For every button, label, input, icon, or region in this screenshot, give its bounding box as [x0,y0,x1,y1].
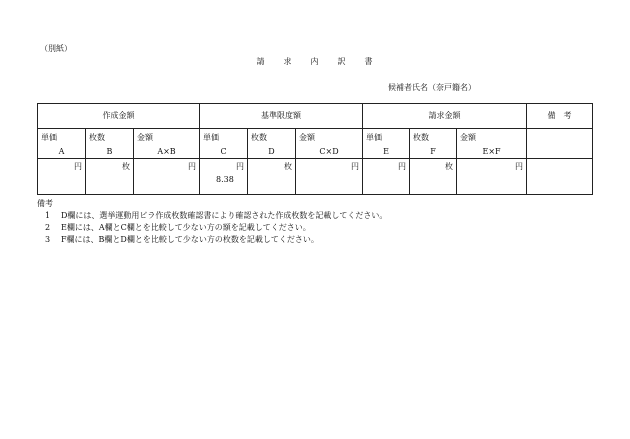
column-code: E×F [482,147,501,156]
column-label: 枚数 [89,133,105,142]
column-code: E [383,147,389,156]
value-cell-a[interactable] [38,159,86,195]
column-label: 単価 [203,133,219,142]
column-label: 金額 [137,133,153,142]
column-code: C×D [319,147,339,156]
value-cell-f[interactable] [410,159,457,195]
column-header [200,129,248,159]
group-creation-amount: 作成金額 [38,104,200,129]
notes-heading: 備考 [37,199,53,208]
column-code: B [106,147,113,156]
note-item [37,234,387,246]
column-code: D [268,147,275,156]
column-header [86,129,134,159]
column-header [363,129,410,159]
unit-price-c-value: 8.38 [216,175,234,184]
document-title: 請 求 内 訳 書 [256,57,374,66]
unit-label: 円 [74,162,82,171]
column-header [248,129,296,159]
value-cell-exf[interactable] [457,159,527,195]
column-code: A [58,147,65,156]
note-number: 3 [45,235,51,244]
unit-label: 枚 [122,162,130,171]
column-header [38,129,86,159]
value-cell-c[interactable] [200,159,248,195]
column-header [134,129,200,159]
column-label: 単価 [366,133,383,142]
column-header [410,129,457,159]
breakdown-table [37,103,593,195]
annex-label: （別紙） [40,44,72,53]
note-text: D欄には、選挙運動用ビラ作成枚数確認書により確認された作成枚数を記載してください。 [61,211,388,220]
unit-label: 枚 [284,162,292,171]
unit-label: 円 [515,162,524,171]
column-label: 金額 [460,133,477,142]
column-label: 枚数 [251,133,267,142]
remarks-header-blank [527,129,593,159]
unit-label: 円 [351,162,360,171]
column-label: 金額 [299,133,315,142]
value-cell-remarks[interactable] [527,159,593,195]
column-code: C [220,147,227,156]
column-header [296,129,363,159]
value-cell-e[interactable] [363,159,410,195]
unit-label: 円 [188,162,196,171]
group-remarks: 備 考 [527,104,593,129]
note-number: 1 [45,211,51,220]
note-number: 2 [45,223,51,232]
value-cell-d[interactable] [248,159,296,195]
group-claim-amount: 請求金額 [363,104,527,129]
column-code: F [430,147,436,156]
unit-label: 円 [398,162,407,171]
note-text: F欄には、B欄とD欄とを比較して少ない方の枚数を記載してください。 [61,235,319,244]
column-header [457,129,527,159]
note-item [37,222,387,234]
notes-section [37,198,387,246]
value-cell-axb[interactable] [134,159,200,195]
candidate-name-label: 候補者氏名（奈戸籍名） [388,83,476,92]
column-label: 単価 [41,133,57,142]
value-cell-b[interactable] [86,159,134,195]
note-item [37,210,387,222]
unit-label: 枚 [445,162,454,171]
column-label: 枚数 [413,133,430,142]
group-standard-limit: 基準限度額 [200,104,363,129]
note-text: E欄には、A欄とC欄とを比較して少ない方の額を記載してください。 [61,223,311,232]
unit-label: 円 [236,162,244,171]
value-cell-cxd[interactable] [296,159,363,195]
column-code: A×B [157,147,176,156]
